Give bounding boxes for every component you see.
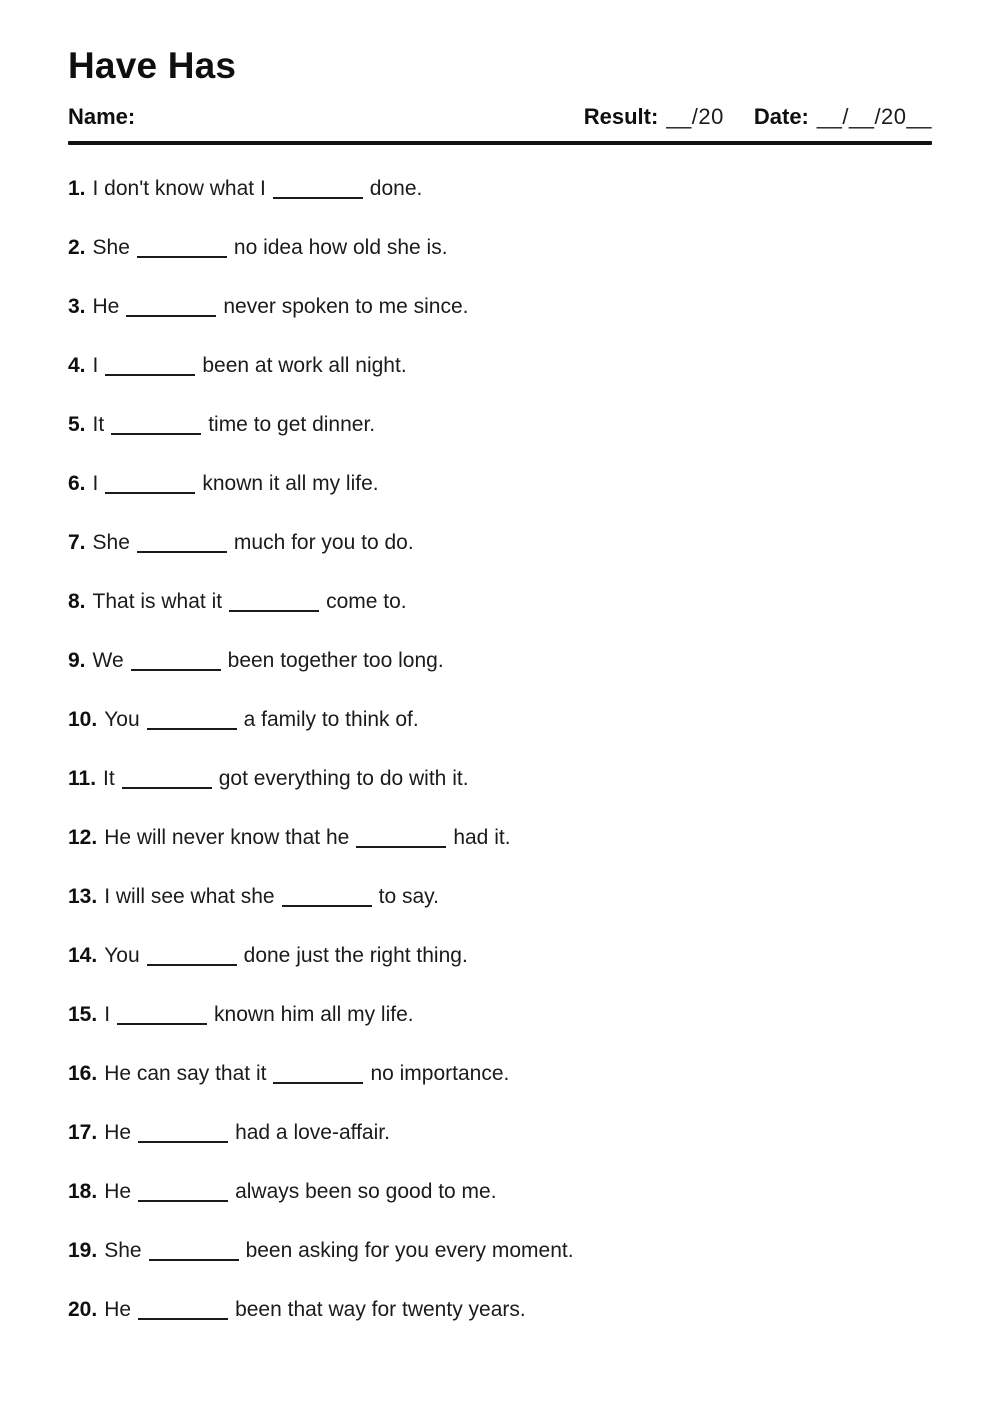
question-text-after: come to.: [326, 590, 407, 613]
question-text-before: It: [92, 413, 105, 436]
question-number: 13.: [68, 885, 98, 908]
question-row: [68, 942, 932, 969]
question-text-before: I don't know what I: [92, 177, 266, 200]
answer-blank[interactable]: [122, 773, 212, 789]
question-text-before: He: [104, 1298, 132, 1321]
question-text-after: been together too long.: [227, 649, 444, 672]
question-row: [68, 529, 932, 556]
answer-blank[interactable]: [105, 360, 195, 376]
result-value: __/20: [666, 104, 724, 129]
question-number: 1.: [68, 177, 86, 200]
question-row: [68, 470, 932, 497]
question-text-after: known him all my life.: [214, 1003, 414, 1026]
answer-blank[interactable]: [138, 1127, 228, 1143]
question-row: [68, 1001, 932, 1028]
question-number: 5.: [68, 413, 86, 436]
answer-blank[interactable]: [111, 419, 201, 435]
answer-blank[interactable]: [229, 596, 319, 612]
question-text-after: time to get dinner.: [208, 413, 376, 436]
question-number: 7.: [68, 531, 86, 554]
question-text-before: She: [92, 531, 130, 554]
question-text-after: a family to think of.: [243, 708, 419, 731]
question-text-after: got everything to do with it.: [218, 767, 469, 790]
question-text-before: I: [104, 1003, 111, 1026]
question-number: 11.: [68, 767, 97, 790]
result-field: [584, 104, 724, 130]
answer-blank[interactable]: [131, 655, 221, 671]
header-divider: [68, 141, 932, 145]
question-number: 14.: [68, 944, 98, 967]
question-text-before: I: [92, 472, 99, 495]
question-text-before: We: [92, 649, 124, 672]
answer-blank[interactable]: [138, 1186, 228, 1202]
question-text-before: He: [104, 1180, 132, 1203]
question-text-after: had a love-affair.: [235, 1121, 390, 1144]
header-meta-right: [584, 104, 932, 130]
question-row: [68, 1060, 932, 1087]
question-text-after: no idea how old she is.: [233, 236, 448, 259]
date-field: [754, 104, 932, 130]
question-number: 18.: [68, 1180, 98, 1203]
question-row: [68, 411, 932, 438]
question-number: 17.: [68, 1121, 98, 1144]
question-number: 8.: [68, 590, 86, 613]
question-text-before: He can say that it: [104, 1062, 267, 1085]
question-text-after: been at work all night.: [202, 354, 407, 377]
question-text-after: never spoken to me since.: [223, 295, 469, 318]
question-text-after: had it.: [453, 826, 511, 849]
answer-blank[interactable]: [117, 1009, 207, 1025]
question-row: [68, 293, 932, 320]
result-label: Result:: [583, 104, 659, 129]
question-row: [68, 1119, 932, 1146]
question-number: 6.: [68, 472, 86, 495]
question-row: [68, 234, 932, 261]
question-row: [68, 883, 932, 910]
question-number: 16.: [68, 1062, 98, 1085]
answer-blank[interactable]: [138, 1304, 228, 1320]
question-number: 9.: [68, 649, 86, 672]
question-number: 20.: [68, 1298, 98, 1321]
question-text-after: been that way for twenty years.: [235, 1298, 526, 1321]
answer-blank[interactable]: [282, 891, 372, 907]
question-text-after: done.: [369, 177, 423, 200]
answer-blank[interactable]: [356, 832, 446, 848]
question-text-after: to say.: [378, 885, 439, 908]
answer-blank[interactable]: [149, 1245, 239, 1261]
answer-blank[interactable]: [137, 537, 227, 553]
question-text-before: I will see what she: [104, 885, 275, 908]
question-row: [68, 352, 932, 379]
question-number: 4.: [68, 354, 86, 377]
question-number: 19.: [68, 1239, 98, 1262]
question-text-before: He will never know that he: [104, 826, 350, 849]
question-text-before: She: [104, 1239, 142, 1262]
question-text-before: She: [92, 236, 130, 259]
question-list: [68, 175, 932, 1323]
question-row: [68, 765, 932, 792]
question-text-before: He: [104, 1121, 132, 1144]
question-number: 12.: [68, 826, 98, 849]
answer-blank[interactable]: [147, 714, 237, 730]
answer-blank[interactable]: [147, 950, 237, 966]
question-number: 10.: [68, 708, 98, 731]
question-row: [68, 1237, 932, 1264]
question-text-after: been asking for you every moment.: [245, 1239, 574, 1262]
question-text-after: no importance.: [370, 1062, 510, 1085]
answer-blank[interactable]: [273, 183, 363, 199]
header-meta-row: [68, 104, 932, 130]
question-text-before: That is what it: [92, 590, 223, 613]
question-number: 3.: [68, 295, 86, 318]
question-text-before: It: [103, 767, 115, 790]
date-label: Date:: [753, 104, 809, 129]
question-text-before: You: [104, 944, 140, 967]
question-row: [68, 1178, 932, 1205]
answer-blank[interactable]: [273, 1068, 363, 1084]
question-text-after: done just the right thing.: [243, 944, 468, 967]
question-text-before: You: [104, 708, 140, 731]
question-row: [68, 647, 932, 674]
page-title: Have Has: [68, 45, 237, 86]
question-row: [68, 588, 932, 615]
question-row: [68, 175, 932, 202]
name-label: Name:: [68, 104, 136, 129]
answer-blank[interactable]: [105, 478, 195, 494]
question-text-after: much for you to do.: [233, 531, 414, 554]
answer-blank[interactable]: [137, 242, 227, 258]
question-row: [68, 706, 932, 733]
question-text-before: I: [92, 354, 99, 377]
answer-blank[interactable]: [126, 301, 216, 317]
date-value: __/__/20__: [816, 104, 932, 129]
question-text-before: He: [92, 295, 120, 318]
question-row: [68, 824, 932, 851]
question-row: [68, 1296, 932, 1323]
question-text-after: known it all my life.: [202, 472, 379, 495]
question-number: 15.: [68, 1003, 98, 1026]
question-number: 2.: [68, 236, 86, 259]
question-text-after: always been so good to me.: [235, 1180, 497, 1203]
